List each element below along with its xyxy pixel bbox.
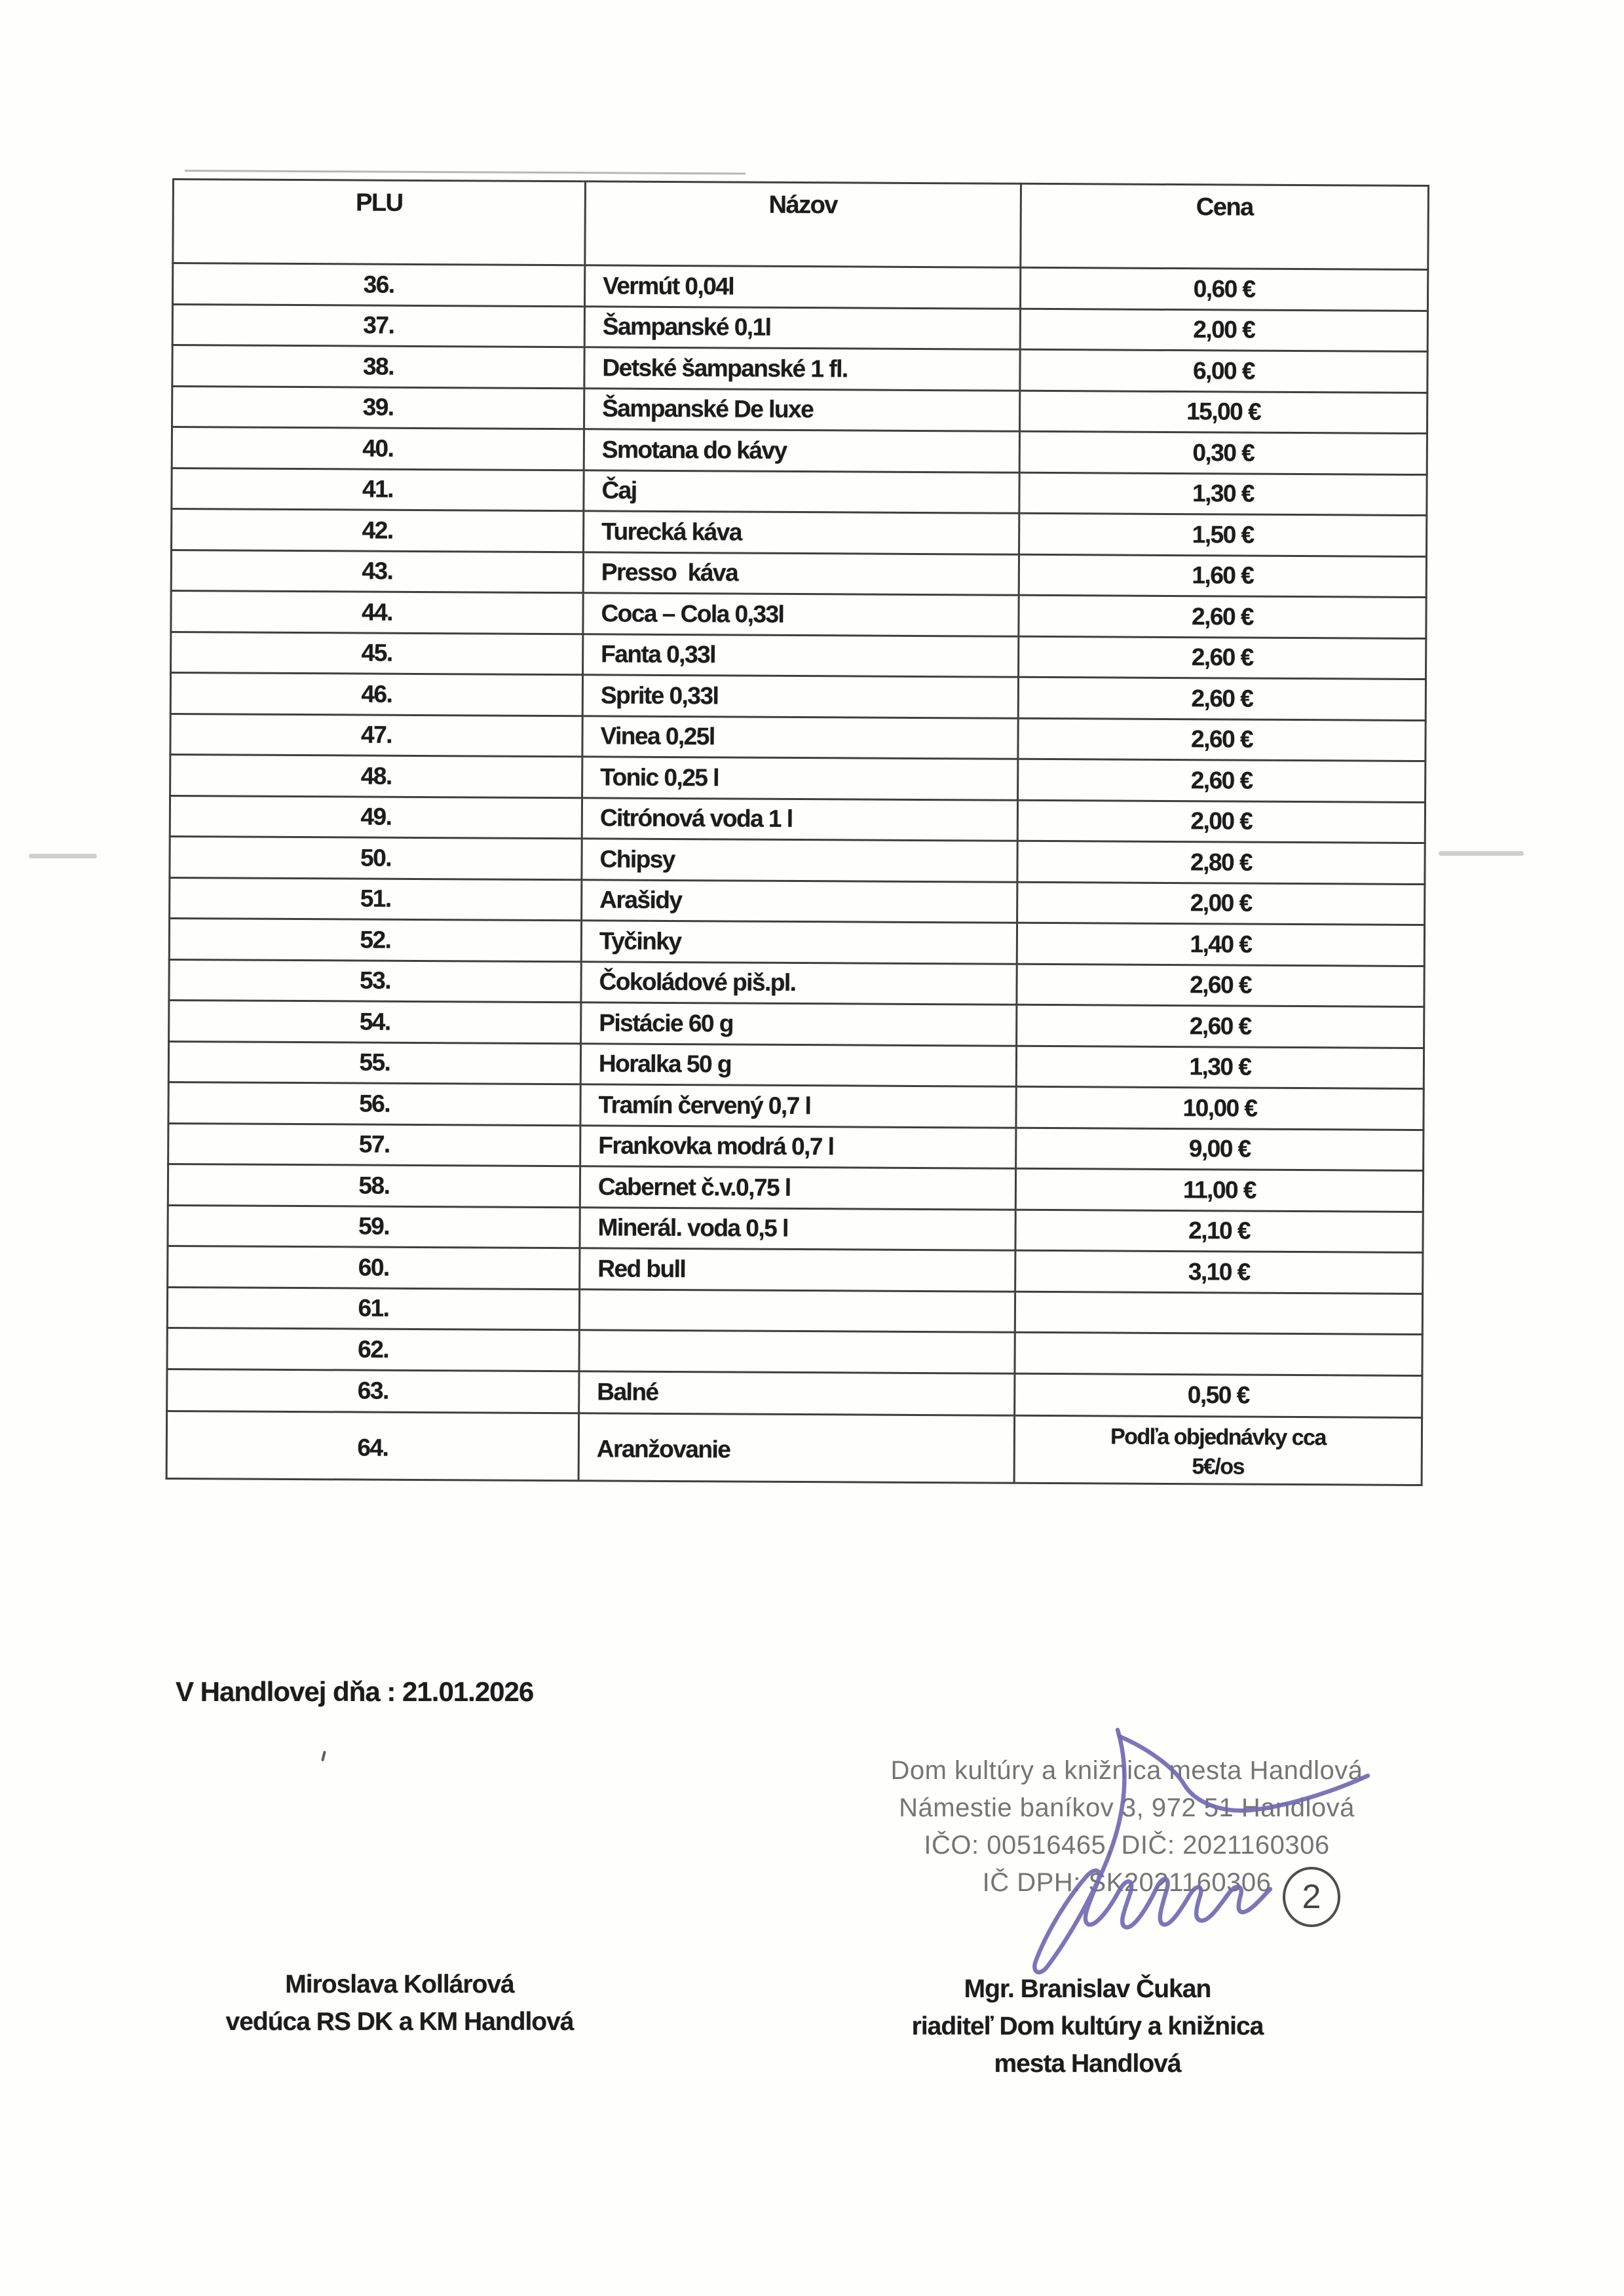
- scan-edge-artifact: [1439, 851, 1524, 856]
- price-cell: 2,60 €: [1019, 636, 1426, 679]
- price-cell: 1,40 €: [1017, 923, 1424, 966]
- table-row: [172, 468, 1427, 516]
- price-cell: 2,00 €: [1020, 309, 1427, 352]
- plu-cell: 53.: [169, 959, 581, 1003]
- plu-cell: 57.: [168, 1123, 580, 1166]
- table-row: [172, 427, 1427, 475]
- scan-edge-artifact: [29, 854, 97, 858]
- item-name-cell: Sprite 0,33l: [582, 675, 1018, 718]
- scan-line-artifact: [185, 170, 746, 174]
- item-name-cell: Minerál. voda 0,5 l: [580, 1207, 1015, 1250]
- item-name-cell: Fanta 0,33l: [583, 634, 1019, 677]
- price-cell: Podľa objednávky cca 5€/os: [1014, 1415, 1422, 1485]
- plu-cell: 41.: [172, 468, 584, 511]
- plu-cell: 38.: [172, 345, 584, 389]
- table-row: [168, 1164, 1423, 1212]
- table-row: [170, 754, 1426, 802]
- price-cell: 2,00 €: [1017, 800, 1425, 843]
- table-row: [170, 836, 1425, 884]
- price-cell: 2,60 €: [1018, 759, 1426, 802]
- item-name-cell: Chipsy: [582, 839, 1017, 882]
- table-row: [166, 1411, 1422, 1485]
- signatory-right-title-2: mesta Handlová: [994, 2050, 1181, 2078]
- table-row: [168, 1041, 1424, 1089]
- signatory-left-name: Miroslava Kollárová: [285, 1970, 514, 1999]
- table-row: [172, 509, 1427, 557]
- table-header-row: [173, 180, 1429, 270]
- stray-pen-mark: [321, 1751, 326, 1761]
- signatory-right-title-1: riaditeľ Dom kultúry a knižnica: [911, 2012, 1264, 2040]
- stamp-ico-dic: IČO: 00516465, DIČ: 2021160306: [924, 1831, 1330, 1860]
- price-cell: 2,60 €: [1018, 677, 1426, 720]
- plu-cell: 48.: [170, 754, 582, 797]
- page-number-badge: 2: [1283, 1867, 1340, 1927]
- item-name-cell: Horalka 50 g: [580, 1043, 1016, 1086]
- table-row: [169, 918, 1424, 966]
- price-cell: 9,00 €: [1016, 1128, 1424, 1171]
- stamp-ic-dph: IČ DPH: SK2021160306: [982, 1868, 1272, 1897]
- item-name-cell: Šampanské 0,1l: [584, 306, 1020, 349]
- price-cell: 3,10 €: [1015, 1250, 1423, 1293]
- table-row: [167, 1287, 1422, 1335]
- plu-cell: 55.: [168, 1041, 580, 1084]
- table-row: [168, 1246, 1423, 1293]
- stamp-org-name: Dom kultúry a knižnica mesta Handlová: [890, 1756, 1363, 1785]
- item-name-cell: [579, 1289, 1015, 1332]
- price-cell: 6,00 €: [1020, 349, 1427, 392]
- item-name-cell: Arašidy: [582, 879, 1017, 923]
- table-row: [168, 1205, 1423, 1253]
- signatory-right-name: Mgr. Branislav Čukan: [964, 1975, 1211, 2003]
- plu-cell: 45.: [171, 632, 583, 675]
- table-row: [172, 263, 1427, 311]
- plu-cell: 58.: [168, 1164, 580, 1207]
- price-cell: 2,60 €: [1017, 964, 1424, 1007]
- signatory-left-title: vedúca RS DK a KM Handlová: [225, 2008, 574, 2036]
- price-cell: 2,00 €: [1017, 882, 1425, 925]
- price-cell: [1015, 1292, 1422, 1335]
- table-row: [170, 672, 1426, 720]
- item-name-cell: Detské šampanské 1 fl.: [584, 347, 1020, 391]
- item-name-cell: Balné: [579, 1371, 1015, 1415]
- date-line: V Handlovej dňa : 21.01.2026: [176, 1676, 534, 1707]
- table-row: [168, 1082, 1424, 1130]
- plu-cell: 40.: [172, 427, 584, 470]
- table-row: [172, 345, 1427, 393]
- item-name-cell: Tonic 0,25 l: [582, 757, 1018, 800]
- item-name-cell: Čokoládové piš.pl.: [581, 961, 1017, 1004]
- item-name-cell: Turecká káva: [584, 511, 1019, 554]
- plu-cell: 42.: [172, 509, 584, 552]
- item-name-cell: Presso káva: [583, 552, 1019, 595]
- plu-cell: 52.: [169, 918, 581, 961]
- plu-cell: 61.: [167, 1287, 579, 1330]
- price-cell: 1,30 €: [1019, 472, 1427, 516]
- item-name-cell: Red bull: [580, 1248, 1015, 1292]
- plu-cell: 43.: [171, 550, 583, 593]
- plu-cell: 37.: [172, 304, 584, 347]
- plu-cell: 39.: [172, 386, 584, 429]
- table-row: [172, 304, 1427, 352]
- price-cell: 10,00 €: [1016, 1086, 1424, 1130]
- column-header-cena: Cena: [1021, 183, 1429, 269]
- plu-cell: 56.: [168, 1082, 580, 1125]
- item-name-cell: Pistácie 60 g: [581, 1003, 1017, 1046]
- item-name-cell: Tramín červený 0,7 l: [580, 1084, 1016, 1128]
- column-header-nazov: Názov: [585, 182, 1021, 267]
- table-row: [172, 386, 1427, 434]
- price-cell: 1,50 €: [1019, 513, 1427, 556]
- plu-cell: 36.: [172, 263, 584, 307]
- signatory-right: [793, 1970, 1382, 2082]
- plu-cell: 51.: [170, 877, 582, 921]
- price-cell: 0,60 €: [1020, 267, 1427, 311]
- table-row: [170, 714, 1426, 761]
- item-name-cell: Cabernet č.v.0,75 l: [580, 1166, 1015, 1210]
- table-body: [166, 263, 1428, 1485]
- plu-cell: 63.: [167, 1369, 579, 1413]
- signatory-left: [138, 1966, 662, 2040]
- price-cell: 0,30 €: [1019, 431, 1427, 474]
- item-name-cell: Frankovka modrá 0,7 l: [580, 1125, 1016, 1168]
- table-row: [168, 1123, 1424, 1171]
- price-cell: 15,00 €: [1019, 391, 1427, 434]
- table-row: [171, 550, 1426, 598]
- item-name-cell: Aranžovanie: [578, 1413, 1015, 1483]
- item-name-cell: Čaj: [584, 470, 1019, 513]
- price-cell: 2,10 €: [1015, 1210, 1423, 1253]
- price-cell: 1,60 €: [1019, 554, 1426, 598]
- price-list-table: [166, 178, 1429, 1486]
- plu-cell: 54.: [169, 1000, 581, 1043]
- price-cell: 2,60 €: [1018, 718, 1426, 761]
- price-cell: 2,60 €: [1017, 1004, 1424, 1048]
- price-cell: 0,50 €: [1015, 1373, 1422, 1417]
- price-cell: 2,80 €: [1017, 841, 1425, 884]
- plu-cell: 46.: [170, 672, 582, 716]
- table-row: [171, 632, 1426, 679]
- plu-cell: 59.: [168, 1205, 580, 1248]
- price-cell: 1,30 €: [1016, 1046, 1424, 1089]
- plu-cell: 60.: [168, 1246, 580, 1289]
- item-name-cell: Vinea 0,25l: [582, 716, 1018, 759]
- price-cell: [1015, 1332, 1422, 1375]
- column-header-plu: PLU: [173, 180, 586, 265]
- item-name-cell: Tyčinky: [581, 921, 1017, 964]
- item-name-cell: Smotana do kávy: [584, 429, 1019, 472]
- plu-cell: 50.: [170, 836, 582, 879]
- plu-cell: 47.: [170, 714, 582, 757]
- plu-cell: 64.: [166, 1411, 579, 1481]
- plu-cell: 62.: [167, 1328, 579, 1371]
- plu-cell: 44.: [171, 590, 583, 634]
- item-name-cell: Coca – Cola 0,33l: [583, 593, 1019, 636]
- table-row: [169, 1000, 1424, 1048]
- table-row: [170, 877, 1425, 925]
- price-cell: 11,00 €: [1015, 1168, 1423, 1212]
- price-cell: 2,60 €: [1019, 595, 1426, 638]
- plu-cell: 49.: [170, 795, 582, 839]
- item-name-cell: [579, 1330, 1015, 1373]
- table-row: [167, 1369, 1422, 1417]
- item-name-cell: Vermút 0,04l: [584, 265, 1020, 309]
- table-row: [171, 590, 1426, 638]
- table-row: [170, 795, 1425, 843]
- stamp-address: Námestie baníkov 3, 972 51 Handlová: [899, 1793, 1355, 1822]
- item-name-cell: Citrónová voda 1 l: [582, 797, 1017, 841]
- item-name-cell: Šampanské De luxe: [584, 388, 1020, 431]
- table-row: [169, 959, 1424, 1007]
- table-row: [167, 1328, 1422, 1375]
